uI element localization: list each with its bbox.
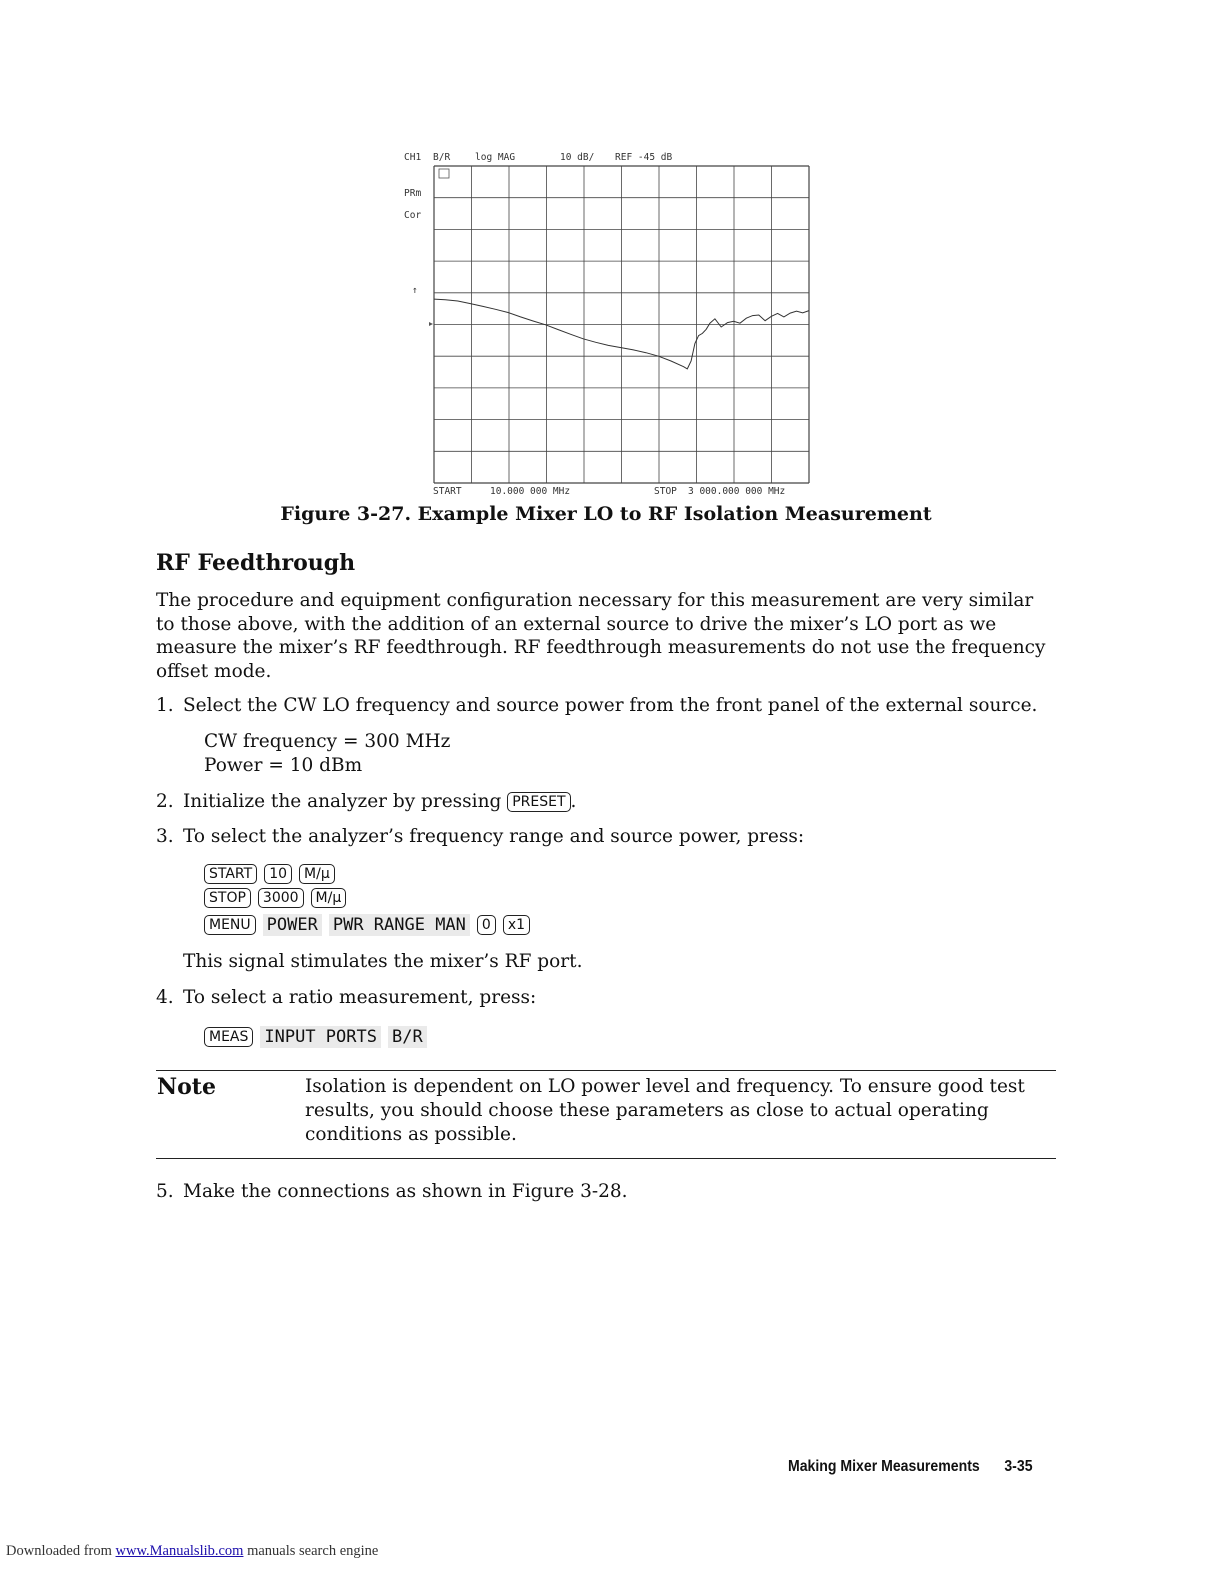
chart-header-field: REF -45 dB [615,152,673,163]
b-over-r-softkey[interactable]: B/R [388,1026,427,1048]
chart-header-field: log MAG [475,152,516,163]
reference-arrow-icon: ↑ [412,285,418,296]
marker-box-icon [439,169,449,178]
chart-header-field: CH1 [404,152,422,163]
figure-caption: Figure 3-27. Example Mixer LO to RF Isolation Measurement [280,503,932,525]
preset-key[interactable]: PRESET [507,792,570,812]
x1-key[interactable]: x1 [503,915,530,935]
power-softkey[interactable]: POWER [263,914,322,936]
key-sequence-power [204,914,537,938]
rf-port-note: This signal stimulates the mixer’s RF port. [183,951,583,972]
note-bottom-rule [156,1158,1056,1159]
mega-micro-key[interactable]: M/μ [311,888,347,908]
digit-3000-key[interactable]: 3000 [258,888,304,908]
step-text: Make the connections as shown in Figure 3-28. [183,1181,628,1202]
chart-header [404,152,672,163]
meas-key[interactable]: MEAS [204,1027,253,1047]
chart-header-field: B/R [433,152,451,163]
step-text [183,790,576,814]
stop-frequency-label [654,486,785,497]
key-sequence-stop [204,887,353,911]
stop-key[interactable]: STOP [204,888,251,908]
step-number: 2. [156,791,174,812]
note-top-rule [156,1070,1056,1071]
chart-side-label-prm: PRm [404,188,422,199]
intro-paragraph: The procedure and equipment configuration necessary for this measurement are very similar to those above, with the addition of an external source to drive the mixer’s LO port as we measure the mixer’s RF feedthrough. RF feedthrough measurements do not use the frequency offset mode. [156,590,1046,682]
note-label: Note [157,1074,216,1100]
cw-frequency-setting: CW frequency = 300 MHz [204,731,451,752]
download-prefix: Downloaded from [6,1543,112,1559]
key-sequence-start [204,863,342,887]
step-number: 5. [156,1181,174,1202]
note-text: Isolation is dependent on LO power level and frequency. To ensure good test results, you should choose these parameters as close to actual operating conditions as possible. [305,1076,1025,1145]
chart-side-label-cor: Cor [404,210,422,221]
download-banner [6,1543,378,1560]
power-setting: Power = 10 dBm [204,755,363,776]
digit-10-key[interactable]: 10 [264,864,292,884]
download-suffix: manuals search engine [247,1543,379,1559]
step-number: 4. [156,987,174,1008]
key-sequence-meas [204,1026,434,1050]
section-title: RF Feedthrough [156,550,356,576]
start-frequency-label [433,486,570,497]
step-text: Select the CW LO frequency and source power from the front panel of the external source. [183,695,1038,716]
step-text: To select a ratio measurement, press: [183,987,537,1008]
manualslib-link[interactable]: www.Manualslib.com [115,1543,244,1559]
stop-label-part: STOP [654,486,677,497]
step-text: To select the analyzer’s frequency range and source power, press: [183,826,805,847]
step-number: 3. [156,826,174,847]
input-ports-softkey[interactable]: INPUT PORTS [260,1026,381,1048]
start-key[interactable]: START [204,864,257,884]
chart-grid [434,166,809,483]
digit-0-key[interactable]: 0 [477,915,496,935]
start-label-part: START [433,486,462,497]
menu-key[interactable]: MENU [204,915,256,935]
mega-micro-key[interactable]: M/μ [299,864,335,884]
step-number: 1. [156,695,174,716]
stop-label-part: 3 000.000 000 MHz [688,486,786,497]
page-footer [788,1458,1033,1476]
step-text-before: Initialize the analyzer by pressing [183,791,502,812]
start-label-part: 10.000 000 MHz [490,486,571,497]
isolation-chart [400,148,820,500]
page-number: 3-35 [1004,1458,1033,1475]
step-text-after: . [570,791,577,812]
reference-position-icon [429,322,433,326]
chart-header-field: 10 dB/ [560,152,595,163]
pwr-range-man-softkey[interactable]: PWR RANGE MAN [329,914,470,936]
footer-section-title: Making Mixer Measurements [788,1458,980,1475]
